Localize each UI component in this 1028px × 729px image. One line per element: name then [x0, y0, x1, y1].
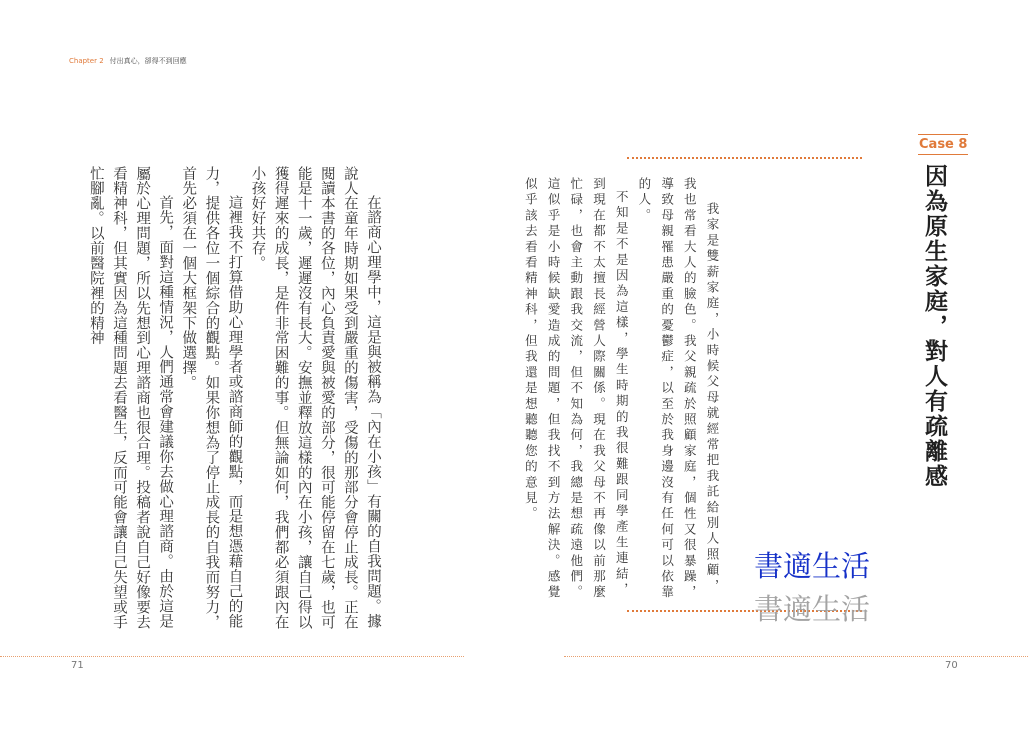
- letter-box-top-divider: [627, 157, 862, 159]
- chapter-label: Chapter 2: [69, 57, 104, 65]
- body-text: [84, 166, 384, 636]
- body-paragraph: 在諮商心理學中，這是與被稱為「內在小孩」有關的自我問題。據說人在童年時期如果受到嚴重的傷害，受傷的那部分會停止成長。正在閱讀本書的各位，內心負責愛與被愛的部分，很可能停留在七歲，也可能是十一歲，遲遲沒有長大。安撫並釋放這樣的內在小孩，讓自己得以獲得遲來的成長，是件非常困難的事。但無論如何，我們都必須跟內在小孩好好共存。: [249, 166, 381, 630]
- footer-divider: [0, 656, 464, 657]
- right-page: [514, 0, 1028, 729]
- letter-paragraph: 不知是不是因為這樣，學生時期的我很難跟同學產生連結，到現在都不太擅長經營人際關係。現在我父母不再像以前那麼忙碌，也會主動跟我交流，但不知為何，我總是想疏遠他們。這似乎是小時候缺愛造成的問題，但我找不到方法解決。感覺似乎該去看看精神科，但我還是想聽聽您的意見。: [523, 177, 630, 601]
- running-header: [69, 56, 187, 66]
- body-paragraph: 首先，面對這種情況，人們通常會建議你去做心理諮商。由於這是屬於心理問題，所以先想到心理諮商也很合理。投稿者說自己好像要去看精神科，但其實因為這種問題去看醫生，反而可能會讓自己失望或手忙腳亂。以前醫院裡的精神: [87, 166, 174, 630]
- page-number: 71: [71, 660, 84, 671]
- chapter-title: 付出真心，卻得不到回應: [109, 57, 187, 65]
- footer-divider: [564, 656, 1028, 657]
- watermark-grey: 書適生活: [754, 592, 871, 626]
- letter-paragraph: 我家是雙薪家庭，小時候父母就經常把我託給別人照顧，我也常看大人的臉色。我父親疏於照顧家庭，個性又很暴躁，導致母親罹患嚴重的憂鬱症，以至於我身邊沒有任何可以依靠的人。: [636, 177, 720, 601]
- case-label: Case 8: [918, 134, 968, 155]
- reader-letter: [519, 177, 723, 601]
- page-number: 70: [945, 660, 958, 671]
- watermark-blue: 書適生活: [754, 549, 871, 583]
- case-title: 因為原生家庭，對人有疏離感: [921, 164, 948, 489]
- body-paragraph: 這裡我不打算借助心理學者或諮商師的觀點，而是想憑藉自己的能力，提供各位一個綜合的觀點。如果你想為了停止成長的自我而努力，首先必須在一個大框架下做選擇。: [180, 166, 243, 630]
